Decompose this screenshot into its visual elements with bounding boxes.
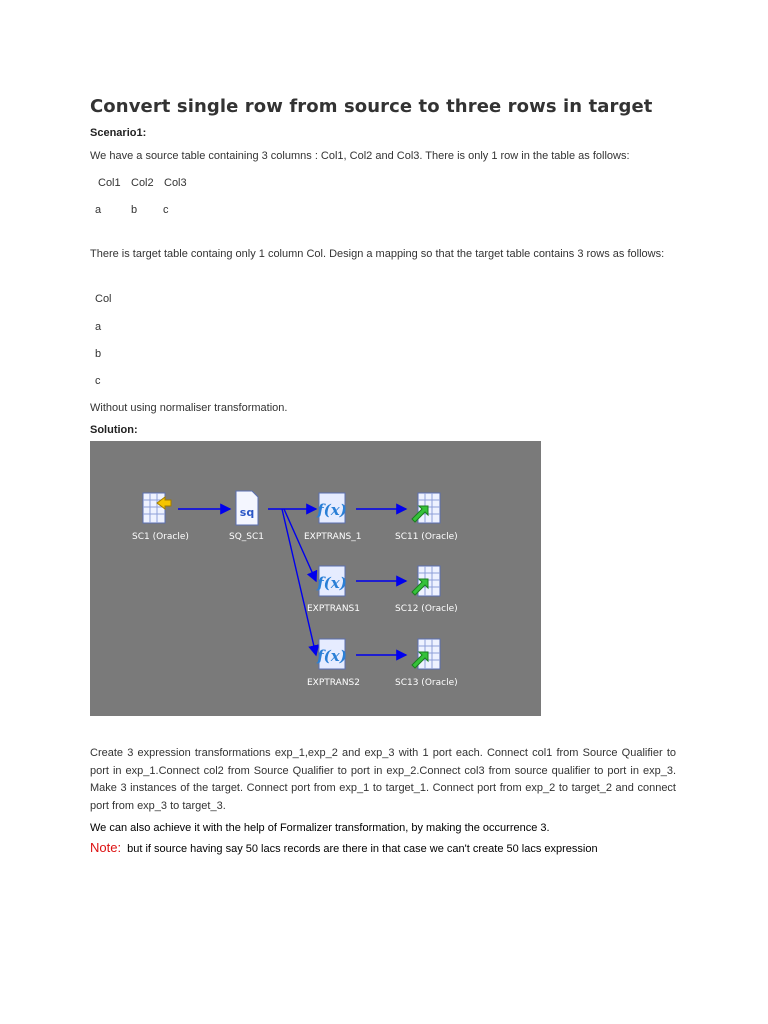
alternative-text: We can also achieve it with the help of Formalizer transformation, by making the occurrence 3. (90, 822, 550, 834)
node-label-qualifier: SQ_SC1 (229, 532, 265, 542)
solution-label: Solution: (90, 424, 138, 436)
intro-paragraph: We have a source table containing 3 columns : Col1, Col2 and Col3. There is only 1 row in the table as follows: (90, 150, 630, 162)
explanation-paragraph: Create 3 expression transformations exp_1,exp_2 and exp_3 with 1 port each. Connect col1 from Source Qualifier to port in exp_1.Connect col2 from Source Qualifier to port in exp_2.Connect col3 from source qualifier to port in exp_3. Make 3 instances of the target. Connect port from exp_1 to target_1. Connect port from exp_2 to target_2 and connect port from exp_3 to target_3. (90, 747, 676, 812)
node-label-exp3: EXPTRANS2 (307, 678, 360, 688)
svg-text:f(x): f(x) (317, 574, 347, 592)
mapping-links (90, 441, 541, 716)
link-qualifier-to-exp3 (282, 509, 316, 655)
target-row-3: c (95, 375, 101, 387)
target-row-2: b (95, 348, 102, 360)
source-cell-3: c (163, 204, 169, 216)
svg-text:f(x): f(x) (317, 647, 347, 665)
constraint-text: Without using normaliser transformation. (90, 402, 288, 414)
expression-icon (316, 566, 347, 596)
node-label-target1: SC11 (Oracle) (395, 532, 458, 542)
note-label: Note: (90, 840, 122, 855)
node-label-target2: SC12 (Oracle) (395, 604, 458, 614)
target-table-icon (412, 566, 440, 596)
source-col-header-2: Col2 (131, 177, 154, 189)
svg-text:sq: sq (239, 506, 255, 519)
expression-icon (316, 639, 347, 669)
target-col-header: Col (95, 293, 112, 305)
node-label-target3: SC13 (Oracle) (395, 678, 458, 688)
page-title: Convert single row from source to three rows in target (90, 96, 653, 117)
source-qualifier-icon (236, 491, 258, 525)
source-cell-1: a (95, 204, 102, 216)
target-table-icon (412, 639, 440, 669)
node-label-exp2: EXPTRANS1 (307, 604, 360, 614)
source-col-header-1: Col1 (98, 177, 121, 189)
target-description: There is target table containg only 1 column Col. Design a mapping so that the target table contains 3 rows as follows: (90, 248, 665, 260)
svg-text:f(x): f(x) (317, 501, 347, 519)
target-table-icon (412, 493, 440, 523)
link-qualifier-to-exp2 (284, 509, 316, 581)
source-table-icon (143, 493, 171, 523)
node-label-exp1: EXPTRANS_1 (304, 532, 362, 542)
source-cell-2: b (131, 204, 138, 216)
mapping-diagram (90, 441, 541, 716)
note-line (90, 840, 598, 855)
scenario-label: Scenario1: (90, 127, 147, 139)
node-label-source: SC1 (Oracle) (132, 532, 189, 542)
expression-icon (316, 493, 347, 523)
note-text: but if source having say 50 lacs records are there in that case we can't create 50 lacs expression (127, 843, 598, 855)
target-row-1: a (95, 321, 102, 333)
source-col-header-3: Col3 (164, 177, 187, 189)
